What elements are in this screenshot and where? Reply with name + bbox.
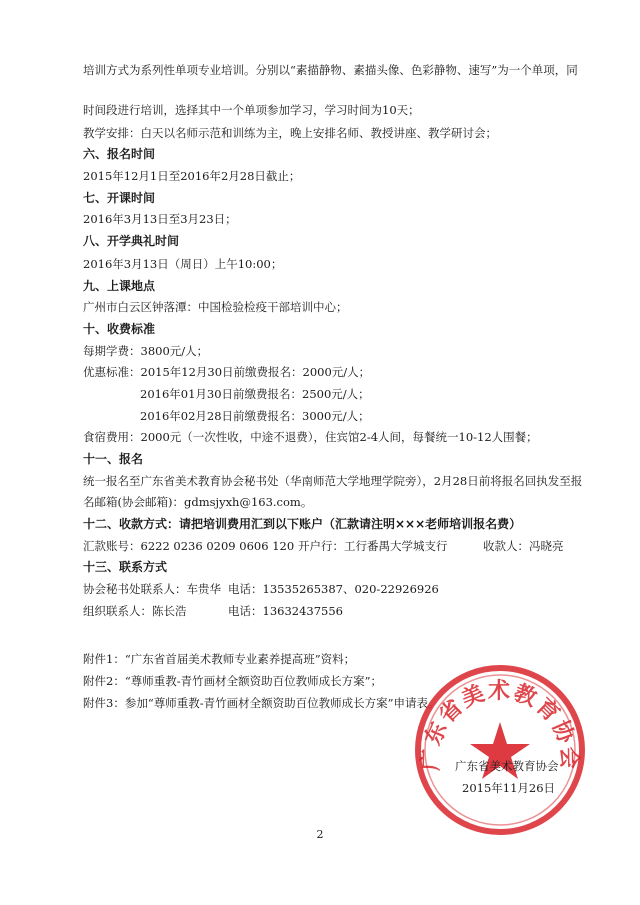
registration-line-2: 名邮箱(协会邮箱)：gdmsjyxh@163.com。 [83,495,313,509]
section-8-heading: 八、开学典礼时间 [83,234,180,248]
section-7-text: 2016年3月13日至3月23日； [83,212,237,226]
board-fee: 食宿费用：2000元（一次性收，中途不退费），住宾馆2-4人间，每餐统一10-12人围餐； [83,430,538,444]
section-9-heading: 九、上课地点 [83,279,156,293]
tuition-fee: 每期学费：3800元/人； [83,344,209,358]
attachment-2: 附件2：“尊师重教-青竹画材全额资助百位教师成长方案”； [83,674,382,688]
discount-line-3: 2016年02月28日前缴费报名：3000元/人； [140,409,370,423]
section-6-text: 2015年12月1日至2016年2月28日截止； [83,169,301,183]
intro-line-2: 时间段进行培训，选择其中一个单项参加学习，学习时间为10天； [83,103,420,117]
section-8-text: 2016年3月13日（周日）上午10:00； [83,257,283,271]
intro-line-3: 教学安排：白天以名师示范和训练为主，晚上安排名师、教授讲座、教学研讨会； [83,126,497,140]
contact-1-phone: 电话：13535265387、020-22926926 [228,582,439,596]
bank-name: 开户行：工行番禺大学城支行 [298,539,448,553]
section-11-heading: 十一、报名 [83,452,144,466]
contact-2-phone: 电话：13632437556 [228,604,343,618]
section-13-heading: 十三、联系方式 [83,560,168,574]
attachment-3: 附件3：参加“尊师重教-青竹画材全额资助百位教师成长方案”申请表。 [83,696,440,710]
bank-account: 汇款账号：6222 0236 0209 0606 120 [83,539,295,553]
contact-1-name: 协会秘书处联系人：车贵华 [83,582,221,596]
page-number: 2 [316,828,324,841]
section-10-heading: 十、收费标准 [83,322,156,336]
section-6-heading: 六、报名时间 [83,147,156,161]
discount-line-2: 2016年01月30日前缴费报名：2500元/人； [140,387,370,401]
signature-date: 2015年11月26日 [462,781,556,795]
attachment-1: 附件1：“广东省首届美术教师专业素养提高班”资料； [83,652,356,666]
discount-line-1: 优惠标准：2015年12月30日前缴费报名：2000元/人； [83,365,371,379]
signature-org: 广东省美术教育协会 [455,759,559,773]
svg-text:广东省美术教育协会: 广东省美术教育协会 [418,679,582,771]
section-12-heading: 十二、收款方式：请把培训费用汇到以下账户（汇款请注明×××老师培训报名费） [83,517,522,531]
payee: 收款人：冯晓亮 [483,539,564,553]
intro-line-1: 培训方式为系列性单项专业培训。分别以“素描静物、素描头像、色彩静物、速写”为一个单项，同 [83,63,578,77]
contact-2-name: 组织联系人：陈长浩 [83,604,187,618]
registration-line-1: 统一报名至广东省美术教育协会秘书处（华南师范大学地理学院旁），2月28日前将报名回执发至报 [83,474,583,488]
section-9-text: 广州市白云区钟落潭：中国检验检疫干部培训中心； [83,300,348,314]
official-seal [410,660,590,840]
section-7-heading: 七、开课时间 [83,191,156,205]
